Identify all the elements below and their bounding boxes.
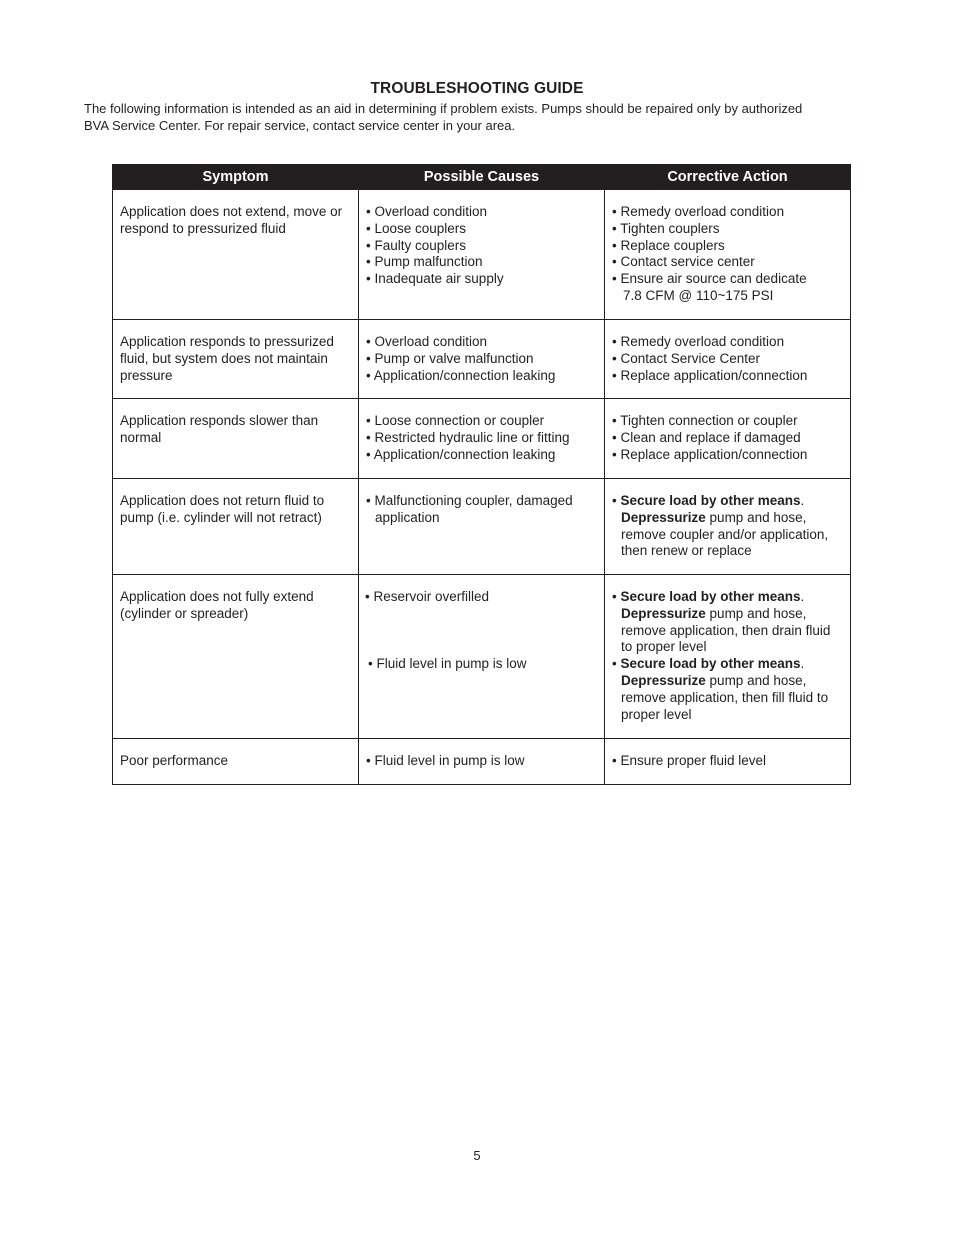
action-item: • Secure load by other means. Depressurize pump and hose, remove application, then fill fluid to proper level [612, 656, 829, 722]
actions-cell [605, 190, 851, 320]
causes-cell [359, 575, 605, 739]
symptom-text: Application does not fully extend [120, 589, 314, 604]
action-item: • Clean and replace if damaged [612, 429, 801, 445]
causes-cell [359, 479, 605, 575]
symptom-cell [113, 575, 359, 739]
secure-load-emphasis: Secure load by other means [620, 589, 801, 604]
cause-item: • Overload condition [366, 334, 488, 349]
cause-item: • Malfunctioning coupler, damaged [366, 493, 573, 508]
symptom-text: Poor performance [120, 753, 229, 768]
action-text: pump and hose, remove application, then fill fluid to proper level [621, 672, 829, 722]
symptom-text: respond to pressurized fluid [120, 220, 286, 236]
intro-line: The following information is intended as an aid in determining if problem exists. Pumps should be repaired only by authorized [84, 101, 803, 116]
page-number: 5 [473, 1148, 481, 1163]
symptom-cell [113, 739, 359, 785]
cause-item: • Fluid level in pump is low [366, 753, 525, 768]
action-text: pump and hose, remove application, then drain fluid to proper level [621, 605, 831, 655]
action-item: • Tighten connection or coupler [612, 413, 798, 428]
symptom-text: (cylinder or spreader) [120, 605, 249, 621]
symptom-text: normal [120, 429, 162, 445]
cause-item: • Overload condition [366, 204, 488, 219]
action-item: • Replace application/connection [612, 446, 808, 462]
symptom-text: Application responds to pressurized [120, 334, 334, 349]
table-row [113, 739, 851, 785]
action-text: pump and hose, remove coupler and/or application, then renew or replace [621, 509, 829, 559]
table-row [113, 479, 851, 575]
action-item: • Remedy overload condition [612, 204, 785, 219]
actions-cell [605, 320, 851, 399]
symptom-text: pressure [120, 367, 173, 383]
action-item: • Ensure proper fluid level [612, 753, 767, 768]
table-row [113, 190, 851, 320]
cause-item: • Application/connection leaking [366, 446, 556, 462]
symptom-cell [113, 320, 359, 399]
symptom-text: Application does not return fluid to [120, 493, 325, 508]
period: . [800, 493, 805, 508]
header-corrective-action: Corrective Action [605, 165, 851, 190]
cause-item: • Pump or valve malfunction [366, 350, 534, 366]
period: . [800, 589, 805, 604]
cause-item: • Inadequate air supply [366, 271, 504, 287]
spacer [365, 606, 598, 656]
header-symptom: Symptom [113, 165, 359, 190]
cause-item: • Fluid level in pump is low [368, 655, 527, 671]
symptom-text: Application responds slower than [120, 413, 319, 428]
cause-item: • Loose connection or coupler [366, 413, 545, 428]
cause-item-continuation: application [375, 509, 440, 525]
secure-load-emphasis: Secure load by other means [620, 493, 801, 508]
cause-item: • Loose couplers [366, 220, 467, 236]
cause-item: • Reservoir overfilled [365, 589, 490, 604]
actions-cell [605, 399, 851, 479]
table-row [113, 399, 851, 479]
action-item: • Contact Service Center [612, 350, 761, 366]
causes-cell [359, 320, 605, 399]
page-title: TROUBLESHOOTING GUIDE [370, 80, 584, 97]
action-item: • Replace couplers [612, 237, 725, 253]
depressurize-emphasis: Depressurize [621, 509, 706, 525]
action-item: • Contact service center [612, 254, 755, 270]
cause-item: • Application/connection leaking [366, 367, 556, 383]
actions-cell [605, 739, 851, 785]
cause-item: • Faulty couplers [366, 237, 467, 253]
troubleshooting-table [112, 164, 851, 785]
action-item: • Ensure air source can dedicate [612, 271, 807, 287]
cause-item: • Pump malfunction [366, 254, 483, 270]
action-item: • Replace application/connection [612, 367, 808, 383]
cause-item: • Restricted hydraulic line or fitting [366, 429, 570, 445]
symptom-cell [113, 399, 359, 479]
symptom-text: pump (i.e. cylinder will not retract) [120, 509, 322, 525]
symptom-cell [113, 190, 359, 320]
table-header-row [113, 165, 851, 190]
symptom-text: Application does not extend, move or [120, 204, 343, 219]
action-item: • Secure load by other means. Depressurize pump and hose, remove coupler and/or application, then renew or replace [612, 493, 829, 559]
action-item: • Remedy overload condition [612, 334, 785, 349]
intro-text [84, 100, 874, 134]
secure-load-emphasis: Secure load by other means [620, 656, 801, 672]
depressurize-emphasis: Depressurize [621, 605, 706, 621]
action-item: • Tighten couplers [612, 220, 720, 236]
header-possible-causes: Possible Causes [359, 165, 605, 190]
causes-cell [359, 399, 605, 479]
actions-cell [605, 575, 851, 739]
symptom-text: fluid, but system does not maintain [120, 350, 328, 366]
table-row [113, 575, 851, 739]
action-item: • Secure load by other means. Depressurize pump and hose, remove application, then drain fluid to proper level [612, 589, 831, 655]
table-row [113, 320, 851, 399]
period: . [800, 656, 805, 672]
depressurize-emphasis: Depressurize [621, 672, 706, 688]
causes-cell [359, 739, 605, 785]
action-item-continuation: 7.8 CFM @ 110~175 PSI [623, 287, 774, 303]
symptom-cell [113, 479, 359, 575]
causes-cell [359, 190, 605, 320]
actions-cell [605, 479, 851, 575]
intro-line: BVA Service Center. For repair service, contact service center in your area. [84, 118, 516, 133]
